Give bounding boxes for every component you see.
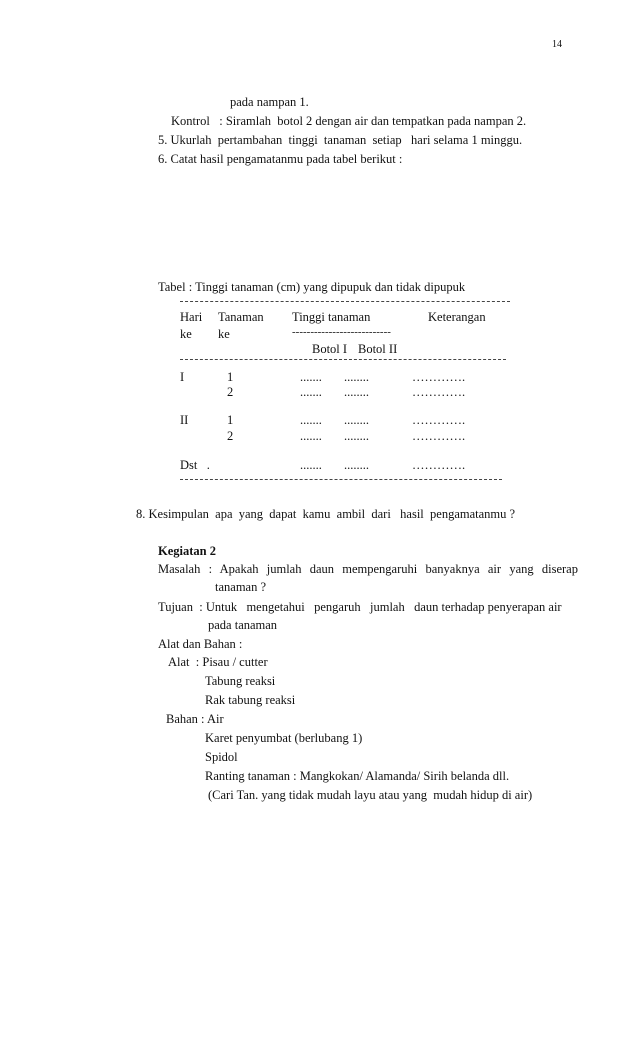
step-5: 5. Ukurlah pertambahan tinggi tanaman setiap hari selama 1 minggu. [158,133,523,147]
table-bottom-rule [180,479,502,480]
table-cell-botol-2: ........ [344,413,369,427]
table-header-rule [180,359,506,360]
table-cell-tanaman: 1 [227,413,234,427]
table-cell-hari: I [180,370,185,384]
masalah-line-1: Masalah : Apakah jumlah daun mempengaruhi banyaknya air yang diserap [158,562,578,576]
bahan-item-spidol: Spidol [205,750,238,764]
table-cell-botol-1: ....... [300,385,322,399]
header-tanaman-ke: ke [218,327,230,341]
bahan-item-ranting: Ranting tanaman : Mangkokan/ Alamanda/ Sirih belanda dll. [205,769,510,783]
table-caption: Tabel : Tinggi tanaman (cm) yang dipupuk dan tidak dipupuk [158,280,466,294]
table-cell-botol-2: ........ [344,429,369,443]
table-cell-botol-1: ....... [300,429,322,443]
alat-item-rak: Rak tabung reaksi [205,693,296,707]
header-tanaman: Tanaman [218,310,264,324]
step-6: 6. Catat hasil pengamatanmu pada tabel berikut : [158,152,403,166]
table-cell-botol-2: ........ [344,458,369,472]
table-cell-botol-1: ....... [300,413,322,427]
tujuan-line-1: Tujuan : Untuk mengetahui pengaruh jumlah daun terhadap penyerapan air [158,600,562,614]
header-keterangan: Keterangan [428,310,486,324]
table-cell-hari: II [180,413,189,427]
header-tinggi-rule: --------------------------- [292,326,391,338]
header-botol-2: Botol II [358,342,398,356]
text-line-nampan1: pada nampan 1. [230,95,309,109]
table-cell-botol-2: ........ [344,370,369,384]
table-cell-botol-2: ........ [344,385,369,399]
page-number: 14 [552,39,562,50]
table-cell-botol-1: ....... [300,370,322,384]
text-line-kontrol: Kontrol : Siramlah botol 2 dengan air dan tempatkan pada nampan 2. [171,114,527,128]
tujuan-line-2: pada tanaman [208,618,278,632]
table-cell-hari: Dst . [180,458,210,472]
kegiatan-2-title: Kegiatan 2 [158,544,216,558]
alat-bahan-heading: Alat dan Bahan : [158,637,243,651]
alat-line: Alat : Pisau / cutter [168,655,268,669]
table-cell-tanaman: 1 [227,370,234,384]
table-top-rule [180,301,510,302]
bahan-note: (Cari Tan. yang tidak mudah layu atau yang mudah hidup di air) [208,788,533,802]
table-cell-keterangan: …………. [412,385,466,399]
header-botol-1: Botol I [312,342,348,356]
header-hari: Hari [180,310,203,324]
table-cell-keterangan: …………. [412,370,466,384]
table-cell-tanaman: 2 [227,385,234,399]
alat-item-tabung: Tabung reaksi [205,674,276,688]
header-hari-ke: ke [180,327,192,341]
table-cell-botol-1: ....... [300,458,322,472]
header-tinggi-tanaman: Tinggi tanaman [292,310,371,324]
bahan-item-karet: Karet penyumbat (berlubang 1) [205,731,363,745]
step-8: 8. Kesimpulan apa yang dapat kamu ambil dari hasil pengamatanmu ? [136,507,516,521]
table-cell-tanaman: 2 [227,429,234,443]
table-cell-keterangan: …………. [412,429,466,443]
table-cell-keterangan: …………. [412,413,466,427]
masalah-line-2: tanaman ? [215,580,267,594]
bahan-line: Bahan : Air [166,712,224,726]
table-cell-keterangan: …………. [412,458,466,472]
